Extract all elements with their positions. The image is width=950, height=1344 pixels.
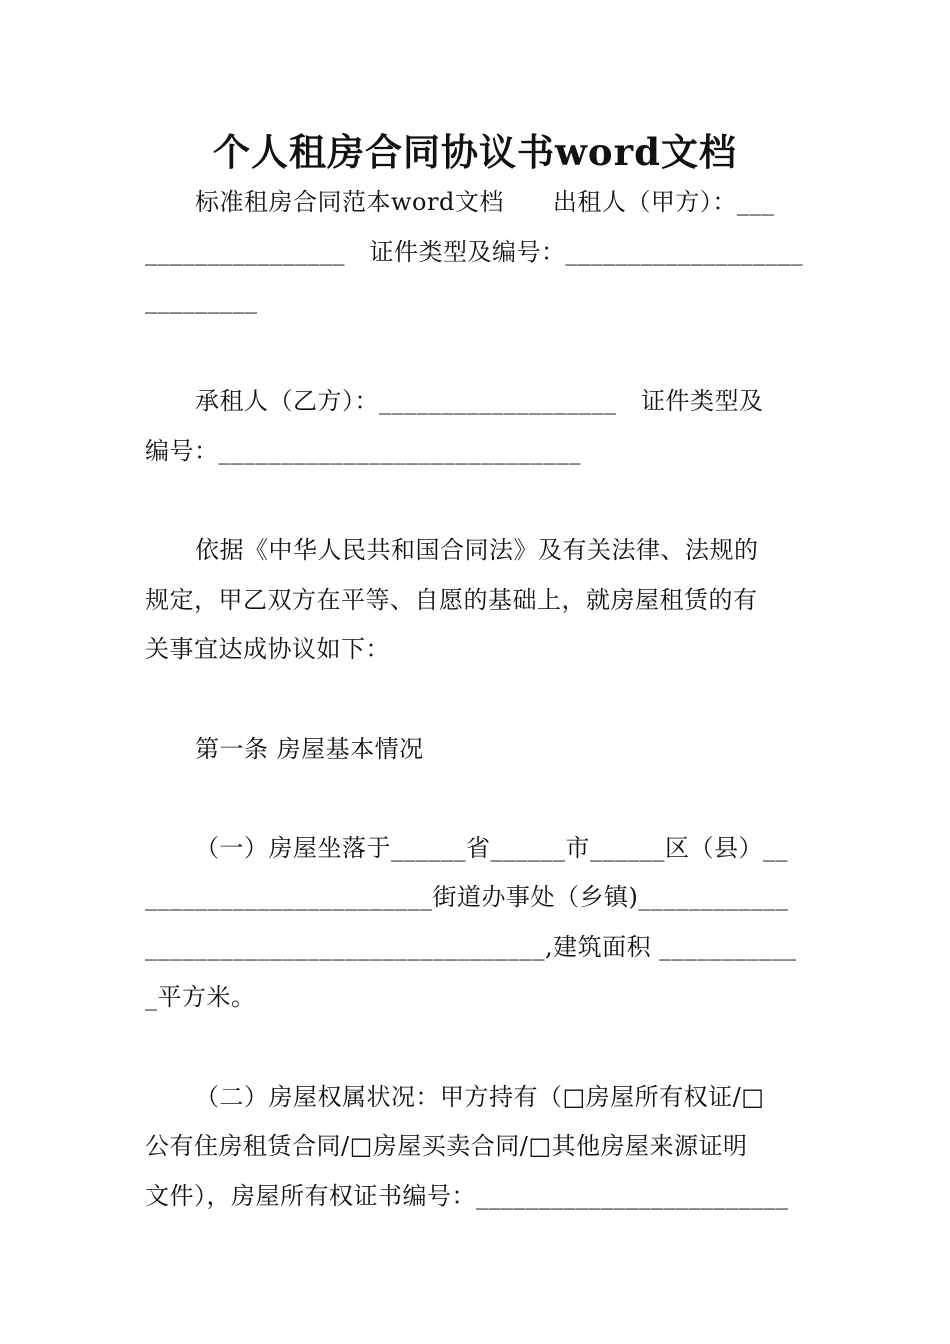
tenant-line-2: 编号：_____________________________ [145,437,581,465]
clause-1-line-1: （一）房屋坐落于______省______市______区（县）__ [195,834,788,862]
clause-2-line-2: 公有住房租赁合同/□房屋买卖合同/□其他房屋来源证明 [145,1132,748,1160]
intro-line-2: ________________ 证件类型及编号：___________________ [145,238,803,266]
intro-line-3: _________ [145,286,258,314]
clause-1-line-3: ________________________________,建筑面积 ___________ [145,933,797,961]
basis-line-3: 关事宜达成协议如下： [145,635,390,663]
clause-1-line-4: _平方米。 [145,983,256,1011]
clause-1-line-2: _______________________街道办事处（乡镇)____________ [145,883,789,911]
basis-line-1: 依据《中华人民共和国合同法》及有关法律、法规的 [195,536,759,564]
intro-line-1: 标准租房合同范本word文档 出租人（甲方）：___ [195,188,775,216]
document-title: 个人租房合同协议书word文档 [213,130,737,174]
basis-line-2: 规定，甲乙双方在平等、自愿的基础上，就房屋租赁的有 [145,586,758,614]
article-1-heading: 第一条 房屋基本情况 [195,735,424,763]
tenant-line-1: 承租人（乙方）：___________________ 证件类型及 [195,387,764,415]
clause-2-line-3: 文件），房屋所有权证书编号：_________________________ [145,1182,789,1210]
clause-2-line-1: （二）房屋权属状况：甲方持有（□房屋所有权证/□ [195,1083,765,1111]
